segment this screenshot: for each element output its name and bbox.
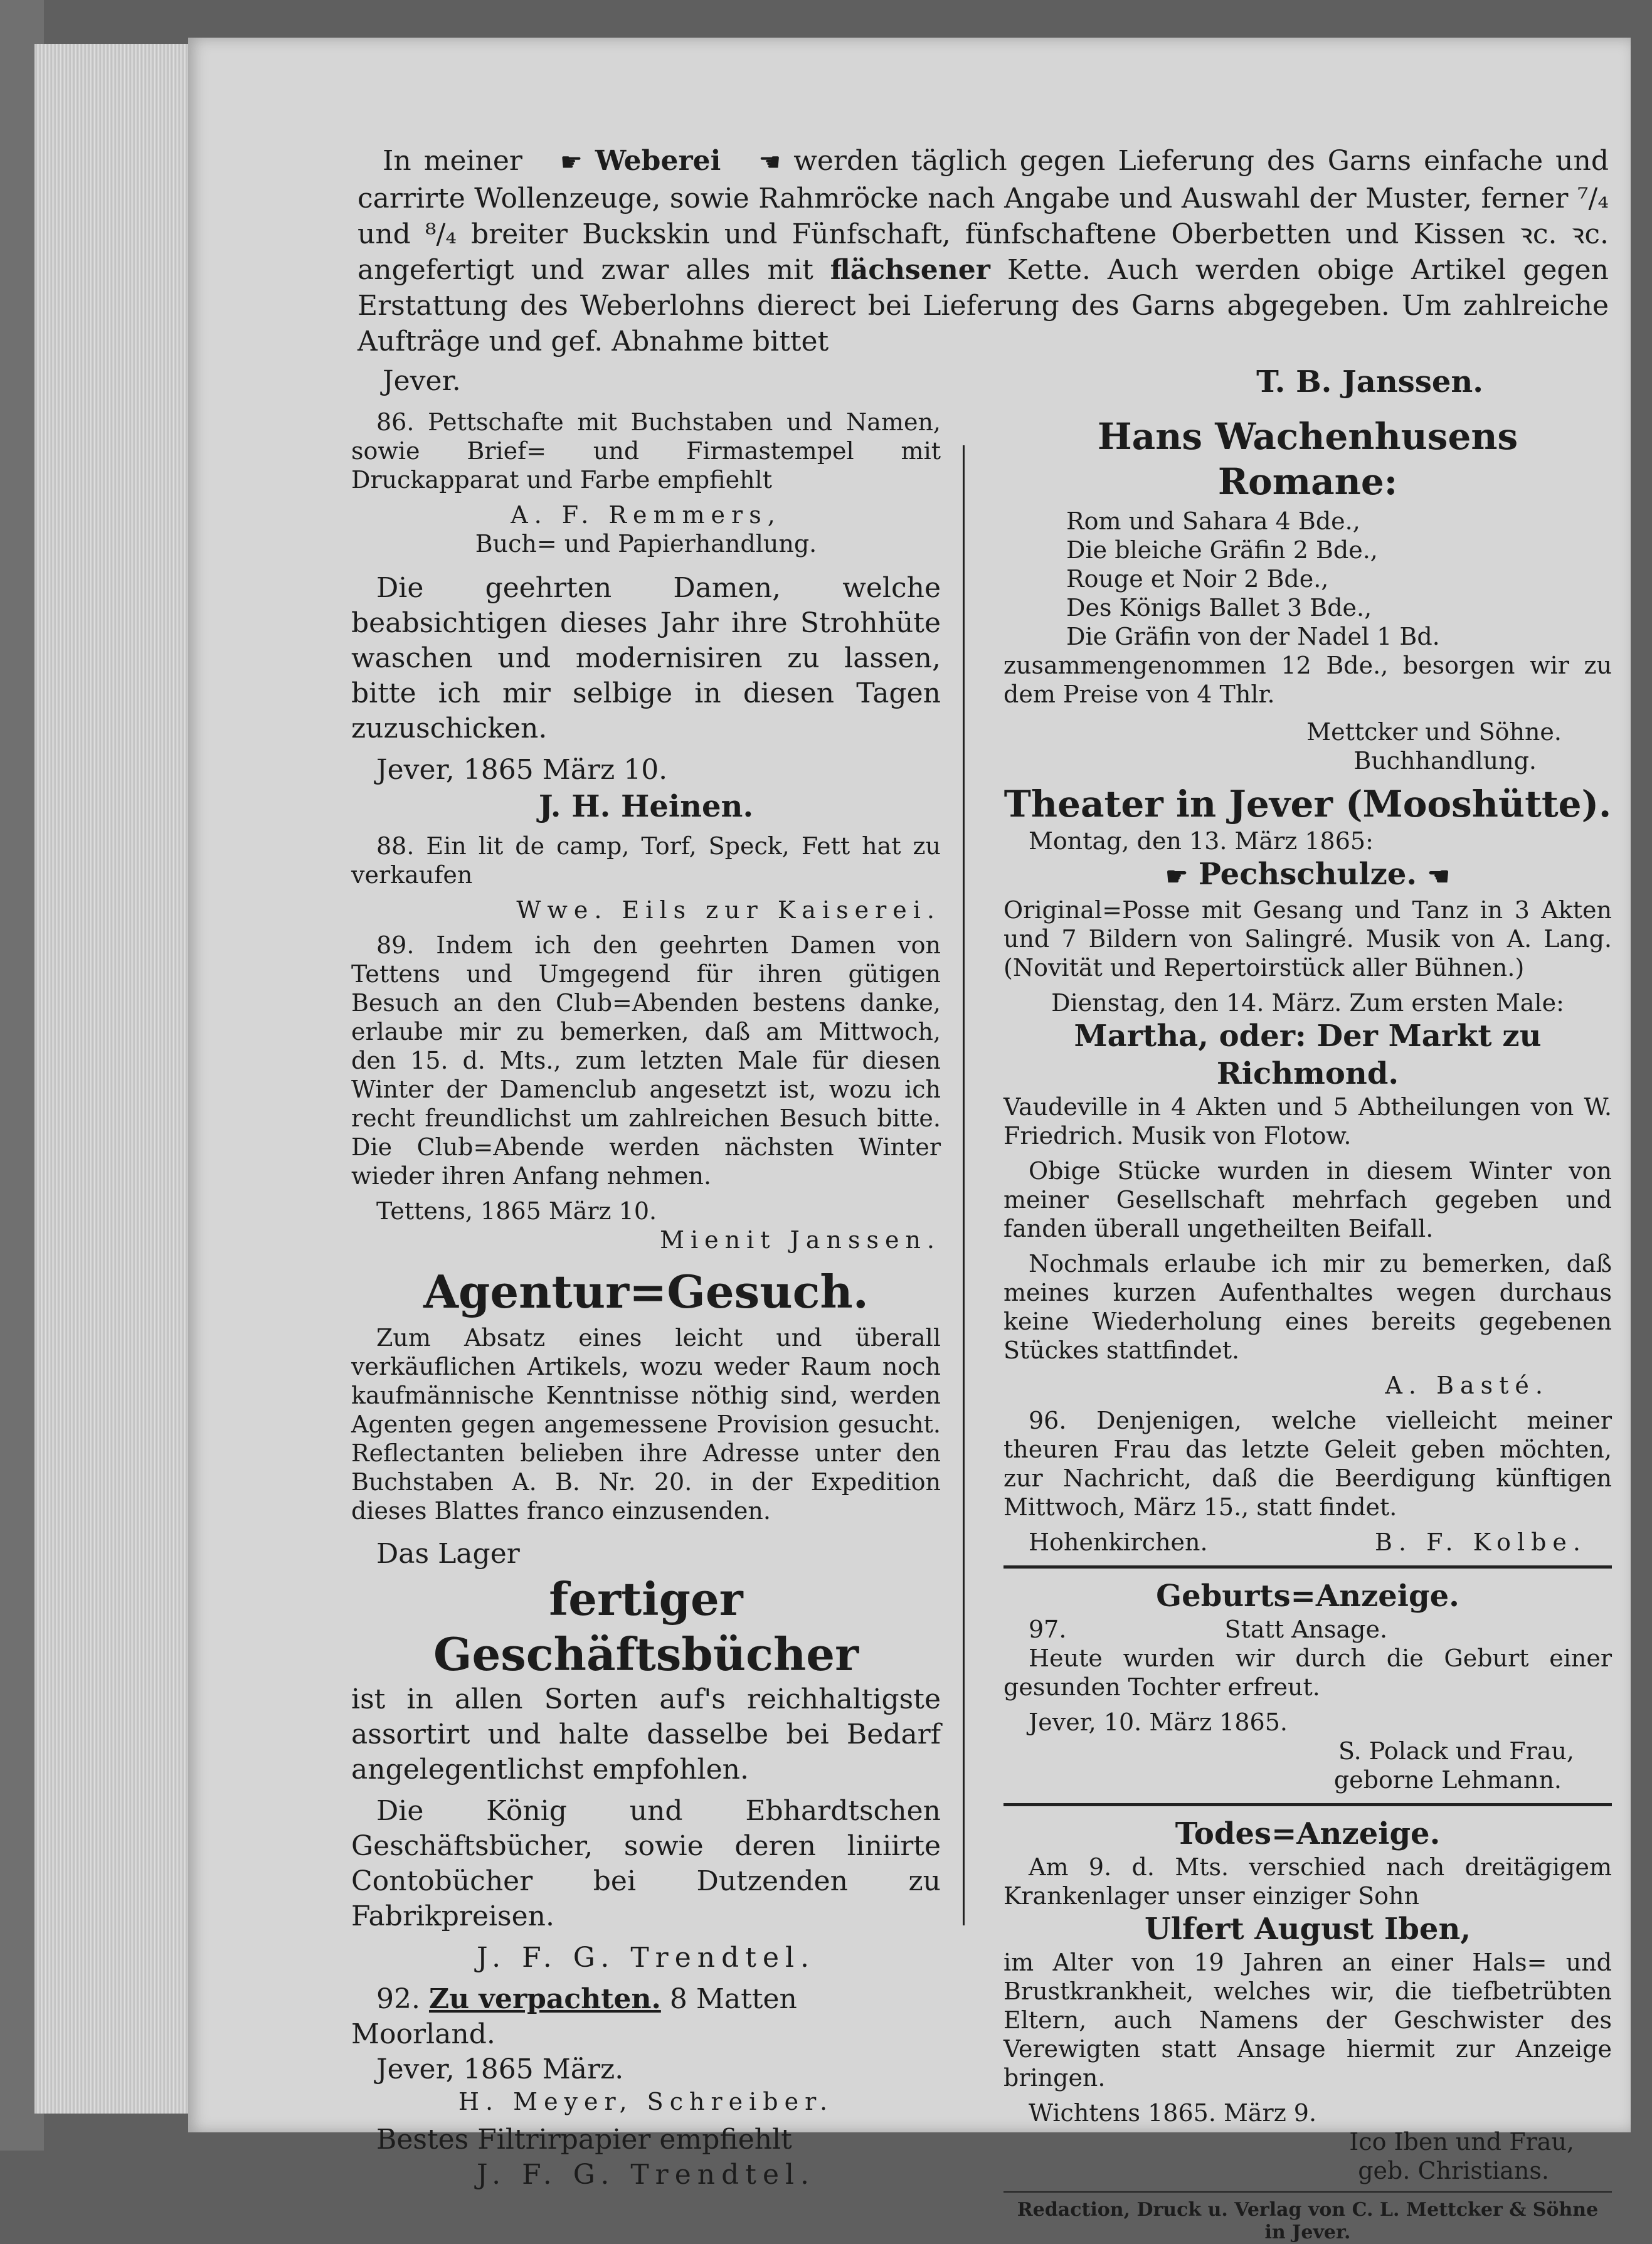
- ad-92-number: 92.: [376, 1983, 420, 2015]
- ad-92-signature: H. Meyer, Schreiber.: [458, 2088, 834, 2115]
- romane-item: Des Königs Ballet 3 Bde.,: [1066, 594, 1372, 622]
- geburt-date: Jever, 10. März 1865.: [1029, 1708, 1288, 1736]
- lager-text-2: Die König und Ebhardtschen Geschäftsbücher, sowie deren liniirte Contobücher bei Dutzenden zu Fabrikpreisen.: [351, 1795, 941, 1932]
- theater-desc-2: Vaudeville in 4 Akten und 5 Abtheilungen von W. Friedrich. Musik von Flotow.: [1003, 1093, 1612, 1150]
- ad-86-signature-2: Buch= und Papierhandlung.: [475, 530, 817, 558]
- ad-88-text: 88. Ein lit de camp, Torf, Speck, Fett hat zu verkaufen: [351, 832, 941, 889]
- ad-86-signature: A. F. Remmers,: [511, 501, 781, 529]
- intro-place: Jever.: [383, 365, 461, 397]
- ad-96-text: 96. Denjenigen, welche vielleicht meiner theuren Frau das letzte Geleit geben möchten, zur Nachricht, daß die Beerdigung künftigen Mittwoch, März 15., statt findet.: [1003, 1406, 1612, 1521]
- romane-list: [1003, 507, 1612, 651]
- lager-title: fertiger Geschäftsbücher: [433, 1572, 859, 1681]
- ad-89-signature: Mienit Janssen.: [660, 1226, 941, 1254]
- lager-intro: Das Lager: [376, 1538, 520, 1570]
- ad-92-date: Jever, 1865 März.: [376, 2053, 624, 2085]
- book-page-edges: [34, 44, 198, 2114]
- geburt-statt: Statt Ansage.: [1224, 1615, 1388, 1643]
- intro-signature: T. B. Janssen.: [1256, 364, 1483, 400]
- romane-item: Rom und Sahara 4 Bde.,: [1066, 507, 1360, 535]
- todes-text-2: im Alter von 19 Jahren an einer Hals= und Brustkrankheit, welches wir, die tiefbetrübten Eltern, auch Namens der Geschwister des Verewigten statt Ansage hiermit zur Anzeige bringen.: [1003, 1948, 1612, 2092]
- damen-signature: J. H. Heinen.: [538, 789, 754, 824]
- intro-body-text: werden täglich gegen Lieferung des Garns einfache und carrirte Wollenzeuge, sowie Rahmröcke nach Angabe und Auswahl der Muster, ferner ⁷/₄ und ⁸/₄ breiter Buckskin und Fünfschaft, fünfschaftene Oberbetten und Kissen ꝛc. ꝛc. angefertigt und zwar alles mit: [357, 145, 1609, 286]
- todes-title: Todes=Anzeige.: [1175, 1816, 1441, 1851]
- damen-date: Jever, 1865 März 10.: [376, 754, 668, 786]
- geburt-signature-2: geborne Lehmann.: [1333, 1765, 1562, 1794]
- ad-89-date: Tettens, 1865 März 10.: [376, 1197, 657, 1225]
- lager-signature: J. F. G. Trendtel.: [476, 1942, 816, 1974]
- ad-89-text: 89. Indem ich den geehrten Damen von Tettens und Umgegend für ihren gütigen Besuch an den Club=Abenden bestens danke, erlaube mir zu bemerken, daß am Mittwoch, den 15. d. Mts., zum letzten Male für diesen Winter der Damenclub angesetzt ist, wozu ich recht freundlichst um zahlreichen Besuch bitte. Die Club=Abende werden nächsten Winter wieder ihren Anfang nehmen.: [351, 931, 941, 1190]
- ad-96-place: Hohenkirchen.: [1029, 1528, 1208, 1556]
- agentur-text: Zum Absatz eines leicht und überall verkäuflichen Artikels, wozu weder Raum noch kaufmännische Kenntnisse nöthig sind, werden Agenten gegen angemessene Provision gesucht. Reflectanten belieben ihre Adresse unter den Buchstaben A. B. Nr. 20. in der Expedition dieses Blattes franco einzusenden.: [351, 1324, 941, 1525]
- geburt-signature: S. Polack und Frau,: [1338, 1737, 1574, 1765]
- damen-text: Die geehrten Damen, welche beabsichtigen dieses Jahr ihre Strohhüte waschen und modernisiren zu lassen, bitte ich mir selbige in diesen Tagen zuzuschicken.: [351, 572, 941, 744]
- weberei-word: Weberei: [595, 145, 721, 177]
- todes-date: Wichtens 1865. März 9.: [1029, 2098, 1317, 2127]
- ad-92-text: 8 Matten Moorland.: [351, 1983, 797, 2050]
- romane-signature: Mettcker und Söhne.: [1306, 718, 1562, 746]
- romane-item: Die bleiche Gräfin 2 Bde.,: [1066, 536, 1378, 564]
- filter-signature: J. F. G. Trendtel.: [476, 2159, 816, 2191]
- theater-date-1: Montag, den 13. März 1865:: [1029, 827, 1374, 855]
- theater-text-4: Nochmals erlaube ich mir zu bemerken, daß meines kurzen Aufenthaltes wegen durchaus keine Wiederholung eines bereits gegebenen Stückes stattfindet.: [1003, 1249, 1612, 1364]
- pointing-hand-icon: ☛: [559, 148, 583, 177]
- todes-signature-2: geb. Christians.: [1358, 2156, 1549, 2184]
- theater-desc-1: Original=Posse mit Gesang und Tanz in 3 Akten und 7 Bildern von Salingré. Musik von A. Lang. (Novität und Repertoirstück aller Bühnen.): [1003, 896, 1612, 982]
- todes-name: Ulfert August Iben,: [1144, 1911, 1471, 1947]
- divider-rule: [1003, 1803, 1612, 1806]
- ad-88-signature: Wwe. Eils zur Kaiserei.: [516, 896, 941, 924]
- right-column: [1003, 351, 1612, 2244]
- left-column: [351, 408, 941, 2199]
- romane-text: zusammengenommen 12 Bde., besorgen wir zu dem Preise von 4 Thlr.: [1003, 652, 1612, 708]
- ad-86-text: 86. Pettschafte mit Buchstaben und Namen, sowie Brief= und Firmastempel mit Druckapparat und Farbe empfiehlt: [351, 408, 941, 494]
- theater-signature: A. Basté.: [1385, 1371, 1549, 1399]
- geburt-text: Heute wurden wir durch die Geburt einer gesunden Tochter erfreut.: [1003, 1644, 1612, 1701]
- ad-96-signature: B. F. Kolbe.: [1375, 1528, 1587, 1556]
- intro-lead-text: In meiner: [383, 145, 522, 177]
- theater-text-3: Obige Stücke wurden in diesem Winter von meiner Gesellschaft mehrfach gegeben und fanden überall ungetheilten Beifall.: [1003, 1156, 1612, 1242]
- pointing-hand-icon: ☛: [1165, 861, 1189, 891]
- romane-signature-2: Buchhandlung.: [1353, 747, 1537, 775]
- divider-rule: [1003, 2191, 1612, 2193]
- romane-item: Die Gräfin von der Nadel 1 Bd.: [1066, 623, 1440, 650]
- flaechsener-word: flächsener: [830, 254, 990, 286]
- divider-rule: [1003, 1565, 1612, 1569]
- geburt-number: 97.: [1029, 1615, 1067, 1643]
- column-divider: [963, 445, 965, 1925]
- filter-text: Bestes Filtrirpapier empfiehlt: [376, 2124, 792, 2156]
- intro-body-text-2: Kette. Auch werden obige Artikel gegen Erstattung des Weberlohns dierect bei Lieferung des Garns abgegeben. Um zahlreiche Aufträge und gef. Abnahme bittet: [357, 254, 1609, 357]
- theater-date-2: Dienstag, den 14. März. Zum ersten Male:: [1051, 988, 1564, 1017]
- pointing-hand-icon: ☚: [1427, 861, 1450, 891]
- lager-text: ist in allen Sorten auf's reichhaltigste assortirt und halte dasselbe bei Bedarf angelegentlichst empfohlen.: [351, 1683, 941, 1786]
- theater-play-2: Martha, oder: Der Markt zu Richmond.: [1074, 1018, 1542, 1091]
- pointing-hand-icon: ☚: [758, 148, 781, 177]
- romane-item: Rouge et Noir 2 Bde.,: [1066, 565, 1329, 593]
- imprint-footer: Redaction, Druck u. Verlag von C. L. Mettcker & Söhne in Jever.: [1017, 2198, 1599, 2243]
- theater-title: Theater in Jever (Mooshütte).: [1003, 783, 1612, 825]
- geburt-title: Geburts=Anzeige.: [1156, 1578, 1459, 1614]
- ad-92-heading: Zu verpachten.: [428, 1983, 661, 2015]
- todes-signature: Ico Iben und Frau,: [1349, 2127, 1574, 2156]
- todes-text-1: Am 9. d. Mts. verschied nach dreitägigem Krankenlager unser einziger Sohn: [1003, 1853, 1612, 1910]
- romane-title: Hans Wachenhusens Romane:: [1097, 415, 1518, 503]
- theater-play-1: Pechschulze.: [1198, 857, 1417, 892]
- agentur-title: Agentur=Gesuch.: [423, 1265, 869, 1318]
